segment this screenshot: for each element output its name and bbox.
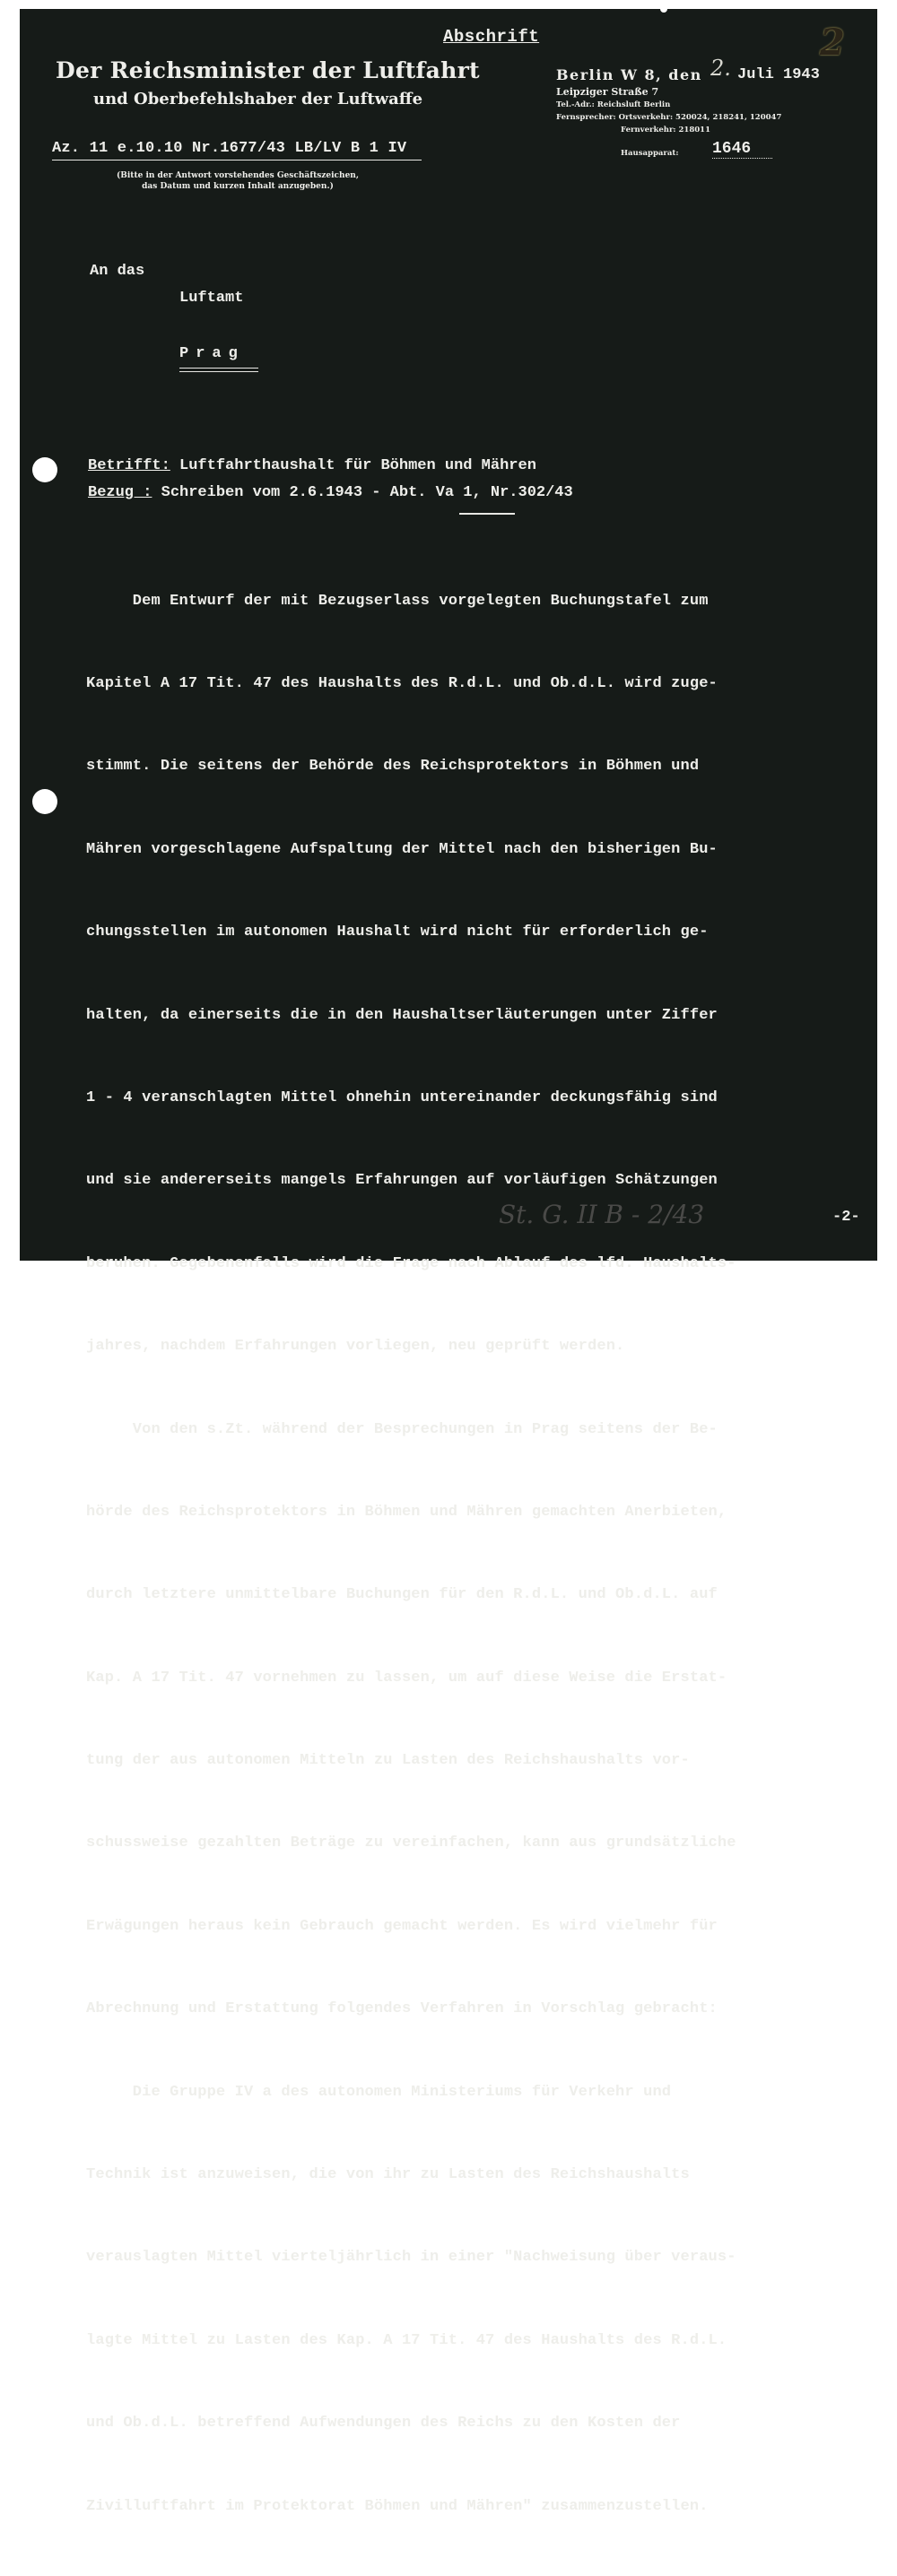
handwritten-file-mark: St. G. II B - 2/43 [499, 1200, 705, 1229]
reference-note-line1: (Bitte in der Antwort vorstehendes Geschäftszeichen, [117, 171, 359, 180]
reference-number: Az. 11 e.10.10 Nr.1677/43 LB/LV B 1 IV [52, 140, 407, 157]
reference-label: Bezug : [88, 484, 152, 501]
body-line: lagte Mittel zu Lasten des Kap. A 17 Tit. 47 des Haushalts des R.d.L. [86, 2331, 727, 2349]
date-month-year: Juli 1943 [737, 66, 820, 83]
recipient-line1: An das [90, 263, 145, 280]
reference-line [88, 484, 573, 501]
paper-mark [660, 5, 667, 13]
body-line: halten, da einerseits die in den Haushaltserläuterungen unter Ziffer [86, 1006, 718, 1024]
body-line: beruhen. Gegebenenfalls wird die Frage nach Ablauf des lfd. Haushalts- [86, 1254, 736, 1272]
body-line: Kap. A 17 Tit. 47 vornehmen zu lassen, um auf diese Weise die Erstat- [86, 1669, 727, 1687]
sender-telegram: Tel.-Adr.: Reichsluft Berlin [556, 100, 671, 109]
body-line: Mähren vorgeschlagene Aufspaltung der Mittel nach den bisherigen Bu- [86, 840, 718, 858]
body-line: 1 - 4 veranschlagten Mittel ohnehin untereinander deckungsfähig sind [86, 1089, 718, 1106]
extension-number: 1646 [712, 140, 772, 159]
body-line: hörde des Reichsprotektors in Böhmen und Mähren gemachten Anerbieten, [86, 1503, 727, 1521]
date-day-handwritten: 2. [710, 56, 731, 81]
body-line: und Ob.d.L. betreffend Aufwendungen des Reichs zu den Kosten der [86, 2415, 681, 2433]
page-number: -2- [832, 1209, 860, 1226]
sender-street: Leipziger Straße 7 [556, 86, 659, 98]
body-line: verauslagten Mittel vierteljährlich in einer "Nachweisung über veraus- [86, 2249, 736, 2267]
punch-hole-top [32, 457, 57, 482]
body-line: jahres, nachdem Erfahrungen vorliegen, neu geprüft werden. [86, 1338, 625, 1356]
reference-note [117, 170, 359, 192]
city-underline-2 [179, 371, 258, 372]
document-page [20, 9, 877, 2515]
reference-text: Schreiben vom 2.6.1943 - Abt. Va 1, Nr.302/43 [161, 484, 573, 501]
body-line: Technik ist anzuweisen, die von ihr zu Lasten des Reichshaushalts [86, 2166, 690, 2184]
letterhead-title: Der Reichsminister der Luftfahrt [56, 57, 480, 83]
copy-stamp: Abschrift [443, 27, 540, 47]
subject-label: Betrifft: [88, 457, 170, 474]
sender-phone-local: Fernsprecher: Ortsverkehr: 520024, 218241, 120047 [556, 113, 782, 122]
body-line: schussweise gezahlten Beträge zu vereinfachen, kann aus grundsätzliche [86, 1834, 736, 1852]
subject-line [88, 457, 536, 474]
body-line: Von den s.Zt. während der Besprechungen in Prag seitens der Be- [86, 1420, 718, 1438]
separator-rule [459, 513, 515, 515]
punch-hole-bottom [32, 789, 57, 814]
recipient-line2: Luftamt [179, 290, 244, 307]
city-underline [179, 368, 258, 369]
body-line: Zivilluftfahrt im Protektorat Böhmen und Mähren" zusammenzustellen. [86, 2497, 709, 2515]
recipient-city: Prag [179, 345, 245, 362]
letter-body [86, 533, 881, 2576]
sender-phone-long: Fernverkehr: 218011 [621, 126, 710, 134]
subject-text: Luftfahrthaushalt für Böhmen und Mähren [179, 457, 536, 474]
body-line: durch letztere unmittelbare Buchungen für den R.d.L. und Ob.d.L. auf [86, 1586, 718, 1604]
body-line: Abrechnung und Erstattung folgendes Verfahren in Vorschlag gebracht: [86, 2000, 718, 2018]
sender-city: Berlin W 8, den [556, 66, 702, 83]
reference-note-line2: das Datum und kurzen Inhalt anzugeben.) [142, 182, 334, 191]
body-line: Kapitel A 17 Tit. 47 des Haushalts des R.d.L. und Ob.d.L. wird zuge- [86, 674, 718, 692]
body-line: Die Gruppe IV a des autonomen Ministeriums für Verkehr und [86, 2083, 672, 2101]
body-line: tung der aus autonomen Mitteln zu Lasten des Reichshaushalts vor- [86, 1752, 690, 1770]
extension-label: Hausapparat: [621, 149, 679, 158]
letterhead-subtitle: und Oberbefehlshaber der Luftwaffe [93, 90, 423, 108]
body-line: Dem Entwurf der mit Bezugserlass vorgelegten Buchungstafel zum [86, 592, 709, 610]
body-line: Erwägungen heraus kein Gebrauch gemacht werden. Es wird vielmehr für [86, 1917, 718, 1935]
body-line: chungsstellen im autonomen Haushalt wird nicht für erforderlich ge- [86, 924, 709, 941]
handwritten-page-number: 2 [820, 22, 845, 64]
body-line: und sie andererseits mangels Erfahrungen auf vorläufigen Schätzungen [86, 1172, 718, 1190]
body-line: stimmt. Die seitens der Behörde des Reichsprotektors in Böhmen und [86, 758, 700, 776]
